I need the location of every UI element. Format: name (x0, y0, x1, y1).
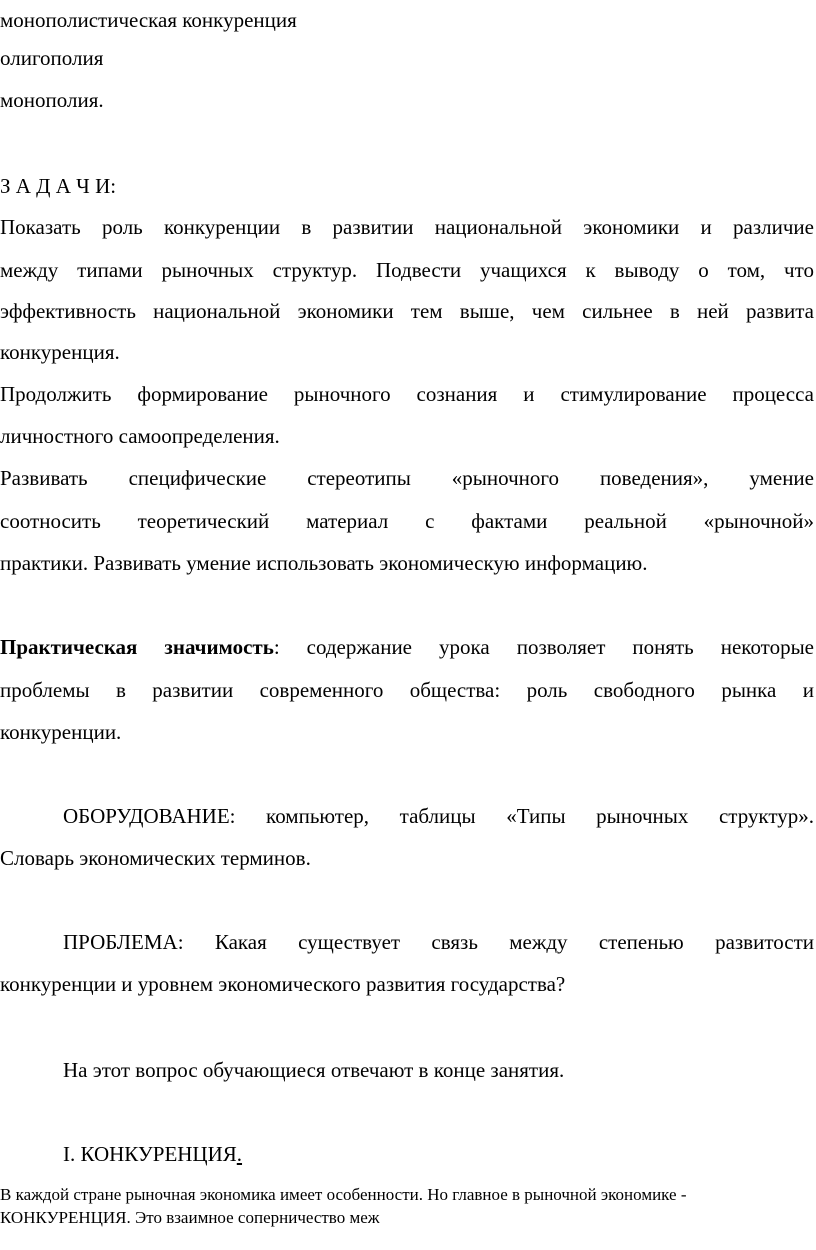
footer-text-line1: В каждой стране рыночная экономика имеет особенности. Но главное в рыночной экономике - (0, 1185, 687, 1204)
footer-text-line2: КОНКУРЕНЦИЯ. Это взаимное соперничество меж (0, 1208, 380, 1227)
problem-line1: ПРОБЛЕМА: Какая существует связь между степенью развитости (63, 930, 814, 954)
tasks-p2-line1: Продолжить формирование рыночного сознания и стимулирование процесса (0, 382, 814, 406)
practical-line2: проблемы в развитии современного общества: роль свободного рынка и (0, 678, 814, 702)
tasks-heading: З А Д А Ч И: (0, 174, 117, 198)
tasks-p3-line1: Развивать специфические стереотипы «рыночного поведения», умение (0, 466, 814, 490)
section-title-dot: . (236, 1142, 243, 1166)
practical-label: Практическая значимость (0, 635, 274, 659)
tasks-p3-line2: соотносить теоретический материал с фактами реальной «рыночной» (0, 509, 814, 533)
tasks-p3-line3: практики. Развивать умение использовать экономическую информацию. (0, 551, 648, 575)
practical-line1-rest: : содержание урока позволяет понять некоторые (273, 635, 814, 659)
practical-line1 (0, 634, 814, 660)
practical-line3: конкуренции. (0, 720, 122, 744)
list-item-oligopoly: олигополия (0, 46, 104, 70)
problem-line2: конкуренции и уровнем экономического развития государства? (0, 972, 566, 996)
tasks-p1-line1: Показать роль конкуренции в развитии национальной экономики и различие (0, 215, 814, 239)
tasks-p1-line4: конкуренция. (0, 340, 120, 364)
tasks-p2-line2: личностного самоопределения. (0, 424, 280, 448)
section-title-text: I. КОНКУРЕНЦИЯ (63, 1142, 237, 1166)
tasks-p1-line3: эффективность национальной экономики тем выше, чем сильнее в ней развита (0, 299, 814, 323)
section-title (63, 1141, 242, 1167)
tasks-p1-line2: между типами рыночных структур. Подвести учащихся к выводу о том, что (0, 258, 814, 282)
equipment-line1: ОБОРУДОВАНИЕ: компьютер, таблицы «Типы рыночных структур». (63, 804, 814, 828)
equipment-line2: Словарь экономических терминов. (0, 846, 311, 870)
answer-note: На этот вопрос обучающиеся отвечают в конце занятия. (63, 1058, 565, 1082)
list-item-monopolistic-competition: монополистическая конкуренция (0, 8, 297, 32)
list-item-monopoly: монополия. (0, 88, 104, 112)
